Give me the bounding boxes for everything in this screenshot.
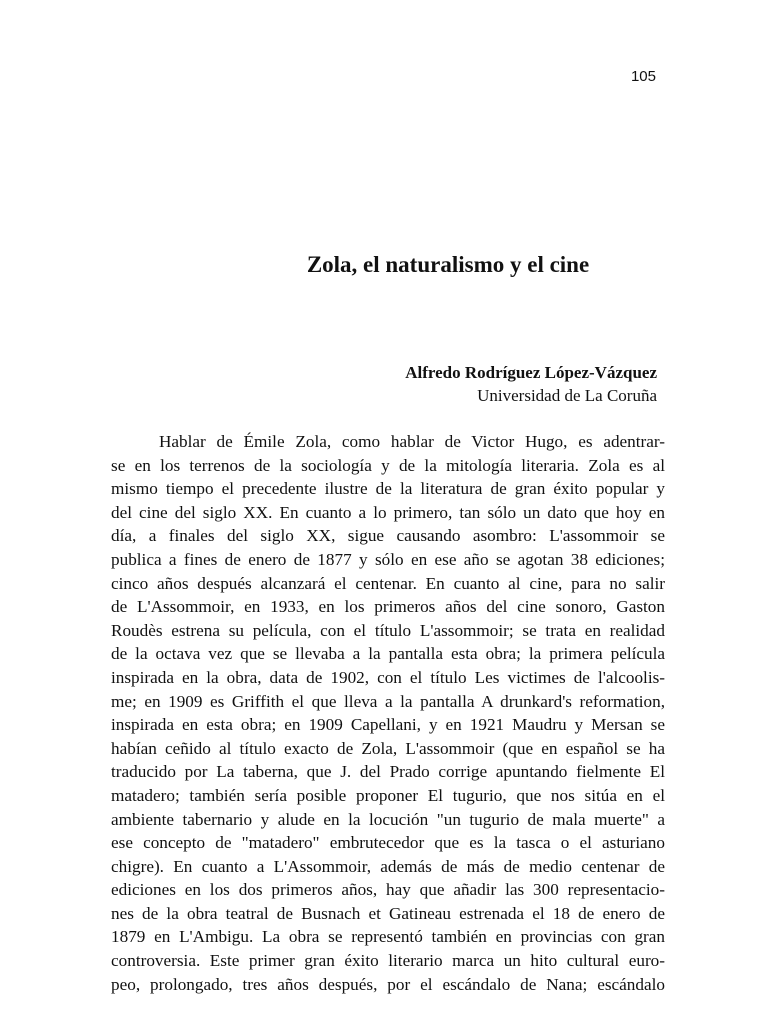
text-run: (que en español se ha xyxy=(494,738,665,758)
italic-title: L'Assommoir xyxy=(136,597,231,617)
text-line xyxy=(111,572,665,596)
text-line xyxy=(111,642,665,666)
italic-title: El xyxy=(649,762,666,782)
text-run: , que nos sitúa en el xyxy=(502,785,666,805)
italic-title: L'assommoir xyxy=(419,620,509,640)
text-run: ambiente tabernario y alude en la locución "un tugurio de mala muerte" a xyxy=(111,809,665,829)
text-line xyxy=(111,713,665,737)
text-line xyxy=(111,430,665,454)
text-run: ; escándalo xyxy=(582,974,665,994)
text-run: del cine del siglo XX. En cuanto a lo primero, tan sólo un dato que hoy en xyxy=(111,502,665,522)
text-run: ; también sería posible proponer xyxy=(174,785,428,805)
text-line xyxy=(111,501,665,525)
text-line xyxy=(111,878,665,902)
text-run: cinco años después alcanzará el centenar. En cuanto al cine, para no salir xyxy=(111,573,665,593)
text-line xyxy=(111,808,665,832)
article-title: Zola, el naturalismo y el cine xyxy=(306,252,590,277)
text-run: de xyxy=(111,597,137,617)
text-line xyxy=(111,737,665,761)
text-run: traducido por xyxy=(111,762,217,782)
text-run: 1879 en xyxy=(111,927,180,947)
text-line xyxy=(111,925,665,949)
text-run: controversia. Este primer gran éxito literario marca un hito cultural euro- xyxy=(111,951,665,971)
author-affiliation: Universidad de La Coruña xyxy=(477,386,657,405)
text-run: habían ceñido al título exacto de Zola, xyxy=(111,738,406,758)
text-run: ediciones en los dos primeros años, hay que añadir las 300 representacio- xyxy=(111,880,665,900)
text-run: nes de la obra teatral de Busnach et Gatineau estrenada el 18 de enero de xyxy=(111,903,665,923)
text-line xyxy=(111,973,665,997)
italic-title: Les victimes de l'alcoolis- xyxy=(474,667,666,687)
text-run: , en 1933, en los primeros años del cine sonoro, Gaston xyxy=(230,597,665,617)
italic-title: me xyxy=(111,691,132,711)
italic-title: A drunkard's reformation xyxy=(481,691,661,711)
author-block xyxy=(405,361,657,407)
italic-title: La taberna xyxy=(216,762,294,782)
page-number: 105 xyxy=(630,68,656,85)
text-line xyxy=(111,454,665,478)
text-run: Hablar de Émile Zola, como hablar de Victor Hugo, es adentrar- xyxy=(159,432,665,451)
text-run: chigre). En cuanto a xyxy=(111,856,274,876)
text-line xyxy=(111,548,665,572)
text-run: se en los terrenos de la sociología y de la mitología literaria. Zola es al xyxy=(111,455,665,475)
text-run: Roudès estrena su película, con el título xyxy=(111,620,420,640)
text-run: , xyxy=(660,691,665,711)
text-run: ese concepto de "matadero" embrutecedor que es la tasca o el asturiano xyxy=(111,833,665,853)
text-run: inspirada en esta obra; en 1909 Capellani, y en 1921 Maudru y Mersan se xyxy=(111,715,665,735)
text-line xyxy=(111,949,665,973)
text-run: . La obra se representó también en provincias con gran xyxy=(249,927,665,947)
text-run: día, a finales del siglo XX, sigue causando asombro: xyxy=(111,526,550,546)
text-line xyxy=(111,831,665,855)
text-run: ; se trata en realidad xyxy=(508,620,665,640)
text-run: inspirada en la obra, data de 1902, con el título xyxy=(111,667,475,687)
text-run: publica a fines de enero de 1877 y sólo en ese año se agotan 38 ediciones; xyxy=(111,549,665,569)
text-run: peo, prolongado, tres años después, por el escándalo de xyxy=(111,974,547,994)
text-run: , que J. del Prado corrige apuntando fielmente xyxy=(293,762,650,782)
text-run: mismo tiempo el precedente ilustre de la literatura de gran éxito popular y xyxy=(111,479,665,499)
text-run: ; en 1909 es Griffith el que lleva a la pantalla xyxy=(132,691,482,711)
text-line xyxy=(111,855,665,879)
text-line xyxy=(111,595,665,619)
text-run: de la octava vez que se llevaba a la pantalla esta obra; la primera película xyxy=(111,644,665,664)
text-line xyxy=(111,524,665,548)
text-line xyxy=(111,902,665,926)
text-line xyxy=(111,666,665,690)
text-line xyxy=(111,784,665,808)
text-run: , además de más de medio centenar de xyxy=(366,856,666,876)
italic-title: matadero xyxy=(111,785,175,805)
italic-title: L'Assommoir xyxy=(273,856,367,876)
text-line xyxy=(111,760,665,784)
italic-title: L'Ambigu xyxy=(179,927,249,947)
author-name: Alfredo Rodríguez López-Vázquez xyxy=(405,363,657,382)
text-line xyxy=(111,690,665,714)
text-line xyxy=(111,477,665,501)
italic-title: L'assommoir xyxy=(405,738,495,758)
italic-title: Nana xyxy=(546,974,583,994)
body-paragraph xyxy=(111,430,665,996)
text-run: se xyxy=(638,526,665,546)
italic-title: L'assommoir xyxy=(549,526,639,546)
text-line xyxy=(111,619,665,643)
italic-title: El tugurio xyxy=(427,785,503,805)
